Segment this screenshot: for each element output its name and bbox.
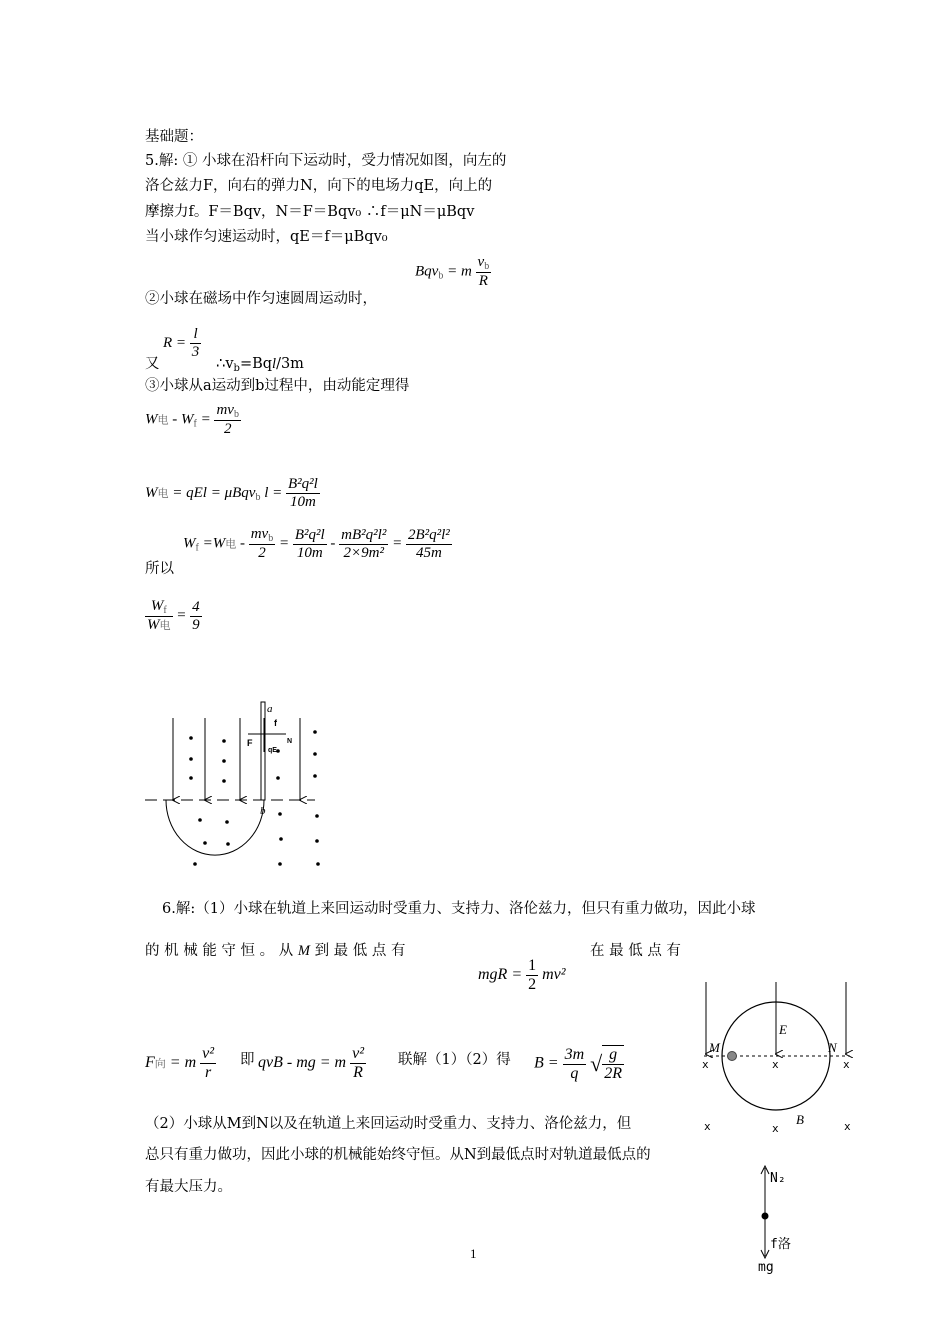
equation-b-result: B = $\frac{3m}{q}$ √ $\frac{g}{2R}$: [534, 1045, 622, 1082]
fraction-v2-over-r: $\frac{\text{v²}}{r}$: [202, 1045, 215, 1081]
p5-line-3: 摩擦力f。F＝Bqv，N＝F＝Bqv₀ ∴f＝μN＝μBqv: [145, 204, 475, 220]
p6-line-1: 6.解:（1）小球在轨道上来回运动时受重力、支持力、洛伦兹力，但只有重力做功，因此小球: [162, 901, 756, 917]
fraction-l-over-3: $\frac{l}{3}$: [191, 326, 200, 360]
fraction-mvb2-over-2-b: $\frac{mv_b}{2}$: [250, 526, 274, 561]
svg-text:x: x: [844, 1120, 851, 1133]
field-arrows-p6: [706, 982, 846, 1054]
svg-text:x: x: [704, 1120, 711, 1133]
fraction-2b2q2l2-over-45m: $\frac{\text{2B²q²l²}}{45m}$: [407, 526, 450, 561]
equation-wf: $W_f =W$电 - $\frac{mv_b}{2}$ = $\frac{\text{B²q²l}}{10m}$ - $\frac{\text{mB²q²l²}}{\text{2×9m²}}$ = $\frac{\text{2B²q²l²}}{45m}$: [183, 526, 450, 561]
fraction-mb2q2l2: $\frac{\text{mB²q²l²}}{\text{2×9m²}}$: [341, 526, 387, 561]
label-B: B: [796, 1112, 804, 1127]
p6-lianjie: 联解（1）（2）得: [398, 1052, 511, 1068]
label-N2: N₂: [770, 1171, 786, 1186]
label-a: a: [267, 703, 273, 715]
fraction-b2q2l-over-10m: $\frac{\text{B²q²l}}{10m}$: [287, 476, 318, 510]
label-qE: qE: [268, 747, 277, 754]
equation-bqv: Bqv$_b$ = m $\frac{v_b}{R}$: [415, 254, 490, 289]
p5-line-7: ③小球从a运动到b过程中，由动能定理得: [145, 378, 410, 394]
equation-mgr: mgR = $\frac{1}{2}$ mv²: [478, 957, 566, 993]
fraction-4-over-9: $\frac{4}{9}$: [192, 598, 200, 633]
fraction-wf-over-wdian: $\frac{W_f}{\text{W电}}$: [147, 598, 171, 633]
p6-line-4: （2）小球从M到N以及在轨道上来回运动时受重力、支持力、洛伦兹力，但: [145, 1116, 632, 1132]
figure-p6-track: [690, 980, 870, 1140]
label-mg: mg: [758, 1260, 774, 1275]
fraction-1-over-2: $\frac{1}{2}$: [528, 957, 537, 993]
equation-energy: W电 - $W_f$ = $\frac{mv_b}{2}$: [145, 402, 239, 437]
fraction-3m-over-q: $\frac{3m}{q}$: [564, 1045, 585, 1082]
p5-line-2: 洛仑兹力F，向右的弹力N，向下的电场力qE，向上的: [145, 178, 493, 194]
p6-line-6: 有最大压力。: [145, 1179, 232, 1195]
p6-line-2-right: 在 最 低 点 有: [590, 943, 681, 959]
p6-line-5: 总只有重力做功，因此小球的机械能始终守恒。从N到最低点时对轨道最低点的: [145, 1147, 651, 1163]
p5-line-1: 5.解: ① 小球在沿杆向下运动时，受力情况如图，向左的: [145, 153, 507, 169]
label-f: f: [274, 718, 277, 728]
p6-ji: 即: [240, 1052, 255, 1068]
small-ball: [728, 1052, 737, 1061]
svg-text:x: x: [843, 1058, 850, 1071]
fraction-g-over-2R: $\frac{g}{2R}$: [604, 1046, 622, 1082]
fraction-vb2-over-r: $\frac{v_b}{R}$: [477, 254, 490, 289]
force-arrows: [248, 718, 286, 752]
label-N: N: [287, 738, 293, 745]
section-heading: 基础题：: [145, 129, 203, 145]
fraction-v2-over-R: $\frac{\text{v²}}{R}$: [352, 1045, 365, 1081]
label-b: b: [260, 805, 266, 817]
equation-qvb: qvB - mg = m $\frac{\text{v²}}{R}$: [258, 1045, 365, 1081]
fraction-mvb2-over-2: $\frac{mv_b}{2}$: [216, 402, 239, 437]
label-E: E: [779, 1022, 787, 1037]
p5-line-5: ②小球在磁场中作匀速圆周运动时，: [145, 291, 377, 307]
fraction-b2q2l-over-10m-b: $\frac{\text{B²q²l}}{10m}$: [294, 526, 325, 561]
equation-w-electric: W电 = qEl = μBqv$_b$ l = $\frac{\text{B²q²l}}{10m}$: [145, 476, 318, 510]
p5-line-4: 当小球作匀速运动时，qE＝f＝μBqv₀: [145, 229, 388, 245]
label-F: F: [247, 738, 253, 748]
page-number: 1: [470, 1246, 477, 1261]
svg-text:x: x: [772, 1122, 779, 1135]
equation-centripetal: F向 = m $\frac{\text{v²}}{r}$: [145, 1045, 215, 1081]
semicircle-track: [166, 800, 264, 855]
figure-p6-forces: [750, 1160, 810, 1275]
ball-dot: [762, 1213, 769, 1220]
equation-r-l3: R = $\frac{l}{3}$: [163, 326, 200, 360]
svg-text:x: x: [702, 1058, 709, 1071]
p6-line-2: 的 机 械 能 守 恒 。 从 M 到 最 低 点 有: [145, 943, 406, 959]
equation-ratio: $\frac{W_f}{\text{W电}}$ = $\frac{4}{9}$: [147, 598, 200, 633]
figure-p5: [140, 696, 340, 876]
p5-suoyi: 所以: [145, 561, 174, 577]
label-f-lorentz: f洛: [770, 1237, 791, 1252]
p5-line-6: 又 $\therefore v_b=Bql/3m$: [145, 356, 304, 374]
svg-text:x: x: [772, 1058, 779, 1071]
label-N: N: [828, 1040, 837, 1055]
label-M: M: [709, 1040, 720, 1055]
